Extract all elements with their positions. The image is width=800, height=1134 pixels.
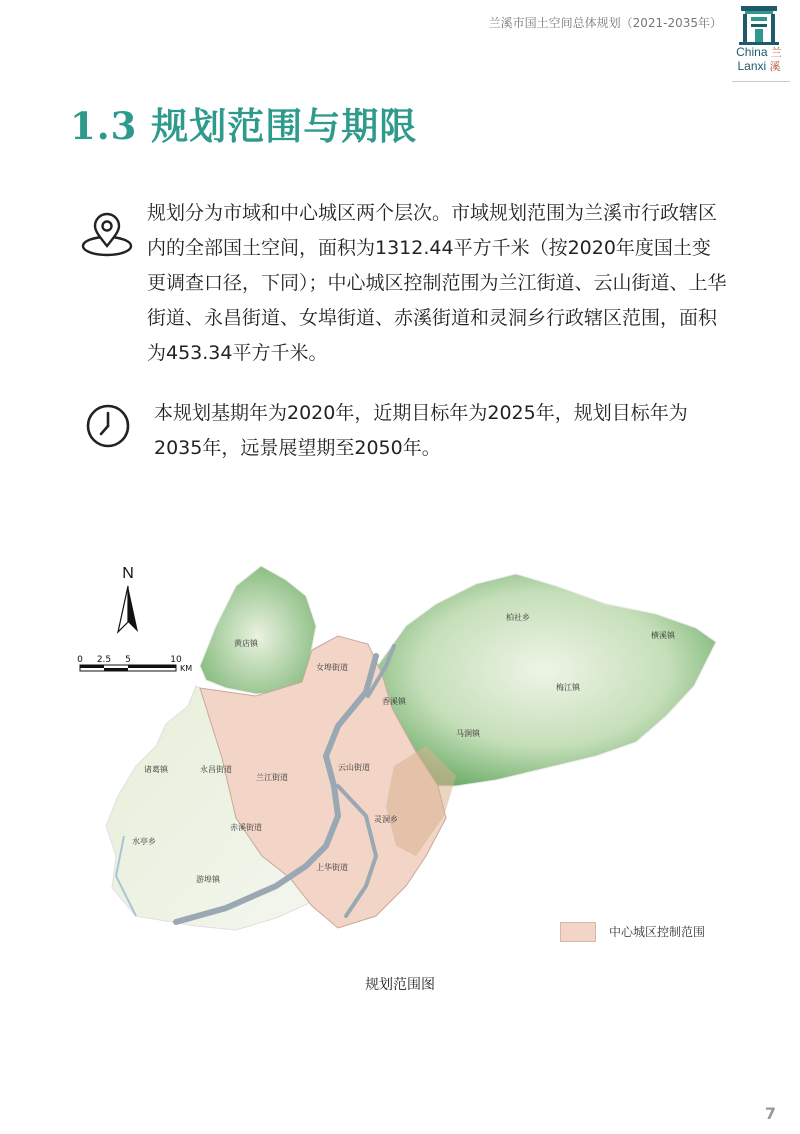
page-number: 7 <box>764 1104 776 1123</box>
scale-tick-0: 0 <box>77 655 83 665</box>
scale-tick-10: 10 <box>170 655 182 665</box>
scope-paragraph: 规划分为市域和中心城区两个层次。市域规划范围为兰溪市行政辖区内的全部国土空间，面积为1312.44平方千米（按2020年度国土变更调查口径，下同）；中心城区控制范围为兰江街道、云山街道、上华街道、永昌街道、女埠街道、赤溪街道和灵洞乡行政辖区范围，面积为453.34平方千米。 <box>147 202 727 364</box>
header-title: 兰溪市国土空间总体规划（2021-2035年） <box>488 16 722 30</box>
label-bashe: 柏社乡 <box>506 613 530 622</box>
label-huangdian: 黄店镇 <box>234 639 258 648</box>
scale-tick-5: 5 <box>125 655 131 665</box>
label-yongchang: 永昌街道 <box>200 765 232 774</box>
label-hengxi: 横溪镇 <box>651 631 675 640</box>
label-shanghua: 上华街道 <box>316 863 348 872</box>
label-meijiang: 梅江镇 <box>556 683 580 692</box>
logo-text-china: China <box>736 45 768 59</box>
label-nvbu: 女埠街道 <box>316 663 348 672</box>
logo-text-xi: 溪 <box>769 61 781 73</box>
north-arrow <box>118 565 138 632</box>
map-caption: 规划范围图 <box>365 977 435 993</box>
logo-text-lanxi: Lanxi <box>737 59 767 73</box>
north-arrow-icon <box>128 586 138 632</box>
northwest-terrain <box>200 566 316 694</box>
planning-scope-map <box>76 556 726 976</box>
scale-bar <box>77 655 192 673</box>
label-lingdong: 灵洞乡 <box>374 815 398 824</box>
legend-label: 中心城区控制范围 <box>609 925 706 939</box>
label-xiangxi: 香溪镇 <box>382 697 406 706</box>
label-youbu: 游埠镇 <box>196 875 220 884</box>
label-shuiting: 水亭乡 <box>132 837 156 846</box>
period-paragraph: 本规划基期年为2020年，近期目标年为2025年，规划目标年为2035年，远景展望期至2050年。 <box>154 402 688 459</box>
north-label: N <box>122 565 134 582</box>
label-yunshan: 云山街道 <box>338 763 370 772</box>
label-madian: 马涧镇 <box>456 729 480 738</box>
label-zhuge: 诸葛镇 <box>144 765 168 774</box>
logo <box>728 4 790 78</box>
section-title: 1.3 规划范围与期限 <box>70 104 418 148</box>
label-lanjiang: 兰江街道 <box>256 773 288 782</box>
location-pin-icon <box>80 212 134 258</box>
pavilion-logo-icon <box>737 4 781 46</box>
clock-icon <box>85 403 131 449</box>
scale-unit: KM <box>180 664 193 673</box>
scale-tick-2-5: 2.5 <box>96 655 112 665</box>
logo-text-lan: 兰 <box>770 47 782 59</box>
legend-swatch-center-area <box>560 922 596 942</box>
label-chixi: 赤溪街道 <box>230 823 262 832</box>
